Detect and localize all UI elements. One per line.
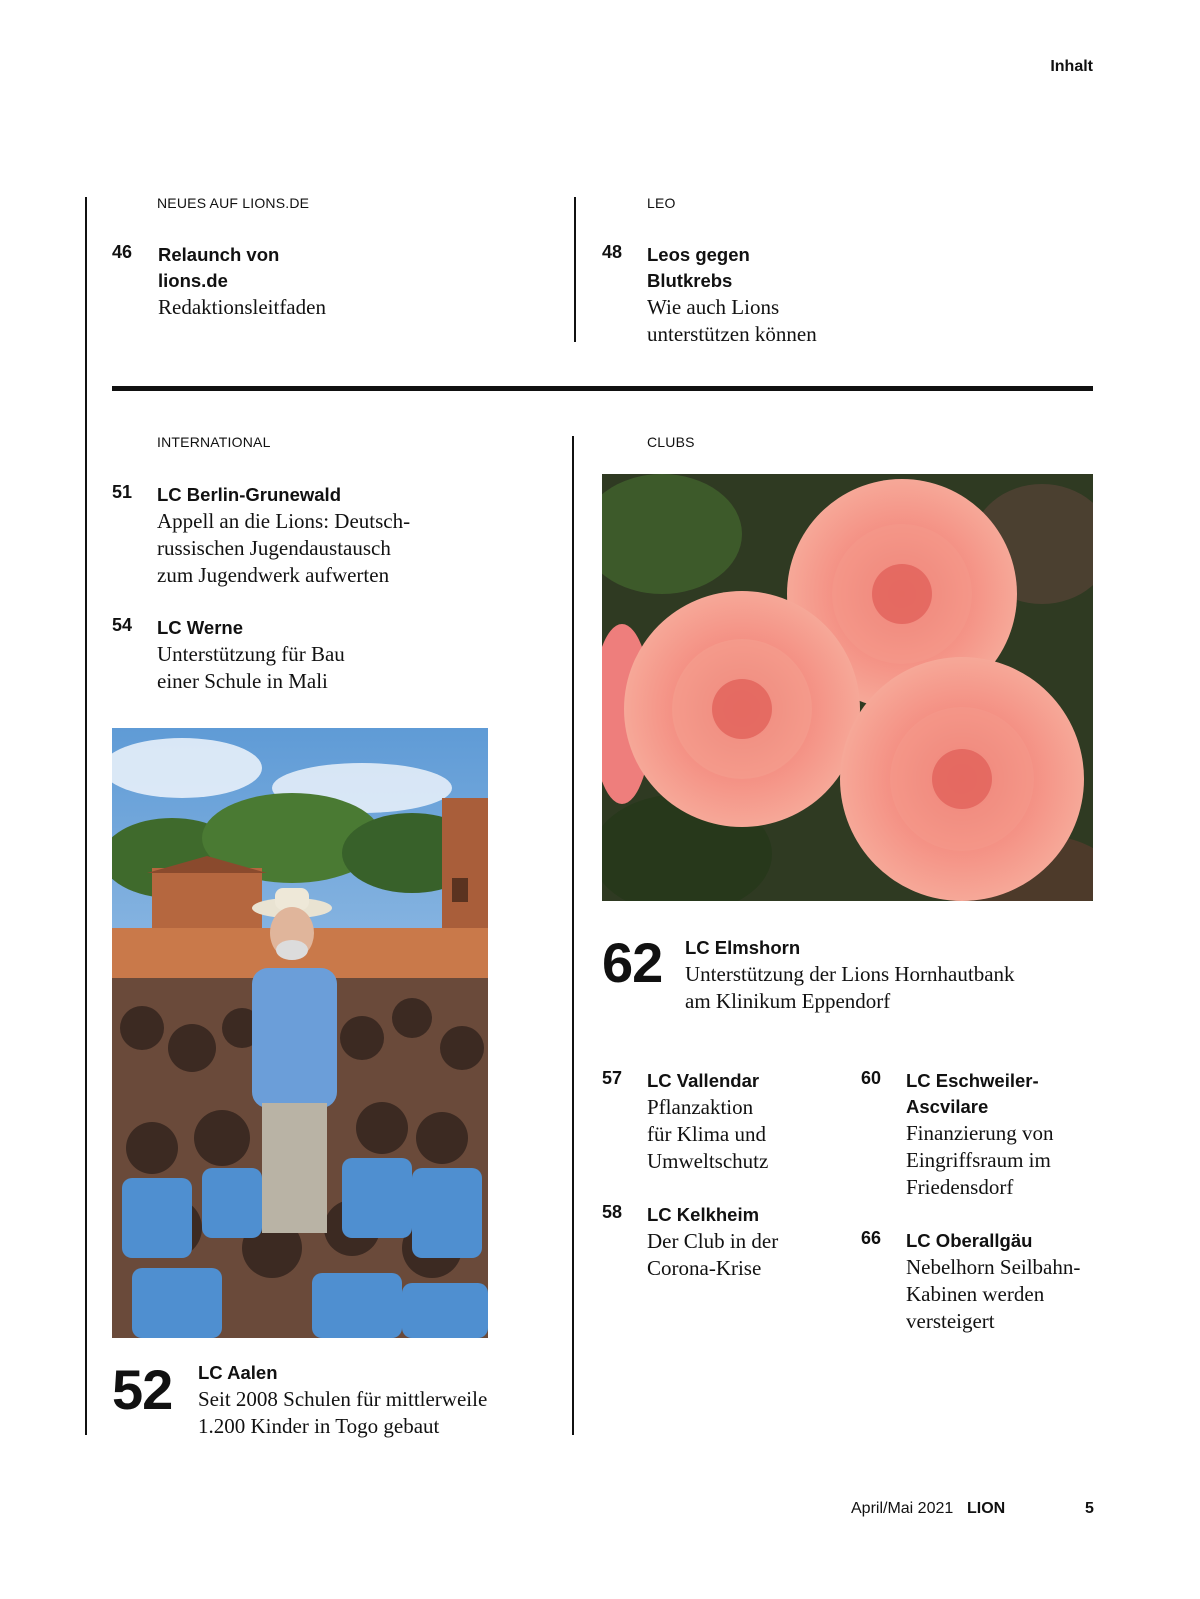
section-label-international: INTERNATIONAL <box>157 434 271 450</box>
section-label-leo: LEO <box>647 195 676 211</box>
entry-description: Wie auch Lions <box>647 295 780 319</box>
bottom-center-rule <box>572 436 574 1435</box>
entry-title: lions.de <box>158 270 228 291</box>
entry-title: LC Aalen <box>198 1362 278 1383</box>
entry-description: Unterstützung der Lions Hornhautbank <box>685 962 1015 986</box>
entry-description: russischen Jugendaustausch <box>157 536 391 560</box>
entry-description: Eingriffsraum im <box>906 1148 1051 1172</box>
page-number: 54 <box>112 615 133 635</box>
entry-description: Redaktionsleitfaden <box>158 295 326 319</box>
feature-page-number: 52 <box>112 1358 173 1421</box>
entry-description: Nebelhorn Seilbahn- <box>906 1255 1081 1279</box>
entry-title: LC Elmshorn <box>685 937 801 958</box>
entry-title: LC Berlin-Grunewald <box>157 484 341 505</box>
entry-description: 1.200 Kinder in Togo gebaut <box>198 1414 440 1438</box>
entry-description: versteigert <box>906 1309 995 1333</box>
entry-description: unterstützen können <box>647 322 817 346</box>
entry-description: für Klima und <box>647 1122 766 1146</box>
school-children-photo <box>112 728 488 1338</box>
entry-description: Pflanzaktion <box>647 1095 754 1119</box>
page-number: 46 <box>112 242 133 262</box>
page-number: 58 <box>602 1202 623 1222</box>
section-header: Inhalt <box>1050 58 1093 75</box>
entry-title: LC Vallendar <box>647 1070 760 1091</box>
footer-brand: LION <box>967 1500 1006 1517</box>
top-center-rule <box>574 197 576 342</box>
page-number: 60 <box>861 1068 882 1088</box>
entry-description: Unterstützung für Bau <box>157 642 345 666</box>
entry-description: Finanzierung von <box>906 1121 1054 1145</box>
entry-title: LC Werne <box>157 617 244 638</box>
left-column-rule <box>85 197 87 1435</box>
entry-description: Kabinen werden <box>906 1282 1045 1306</box>
section-label-clubs: CLUBS <box>647 434 695 450</box>
entry-title: LC Eschweiler- <box>906 1070 1039 1091</box>
entry-description: zum Jugendwerk aufwerten <box>157 563 390 587</box>
footer-issue: April/Mai 2021 <box>851 1500 954 1517</box>
entry-description: Umweltschutz <box>647 1149 769 1173</box>
entry-description: am Klinikum Eppendorf <box>685 989 891 1013</box>
entry-description: einer Schule in Mali <box>157 669 328 693</box>
entry-description: Friedensdorf <box>906 1175 1014 1199</box>
entry-description: Appell an die Lions: Deutsch- <box>157 509 411 533</box>
entry-title: LC Kelkheim <box>647 1204 760 1225</box>
page-number: 51 <box>112 482 133 502</box>
entry-title: Ascvilare <box>906 1096 989 1117</box>
entry-title: Blutkrebs <box>647 270 733 291</box>
roses-photo <box>602 474 1093 901</box>
entry-description: Corona-Krise <box>647 1256 762 1280</box>
entry-title: LC Oberallgäu <box>906 1230 1033 1251</box>
footer-page-number: 5 <box>1085 1500 1094 1517</box>
feature-page-number: 62 <box>602 931 663 994</box>
page-number: 57 <box>602 1068 623 1088</box>
entry-title: Leos gegen <box>647 244 750 265</box>
entry-title: Relaunch von <box>158 244 280 265</box>
section-divider <box>112 386 1093 391</box>
page-number: 66 <box>861 1228 882 1248</box>
page-number: 48 <box>602 242 623 262</box>
entry-description: Seit 2008 Schulen für mittlerweile <box>198 1387 488 1411</box>
section-label-neues: NEUES AUF LIONS.DE <box>157 195 310 211</box>
entry-description: Der Club in der <box>647 1229 779 1253</box>
